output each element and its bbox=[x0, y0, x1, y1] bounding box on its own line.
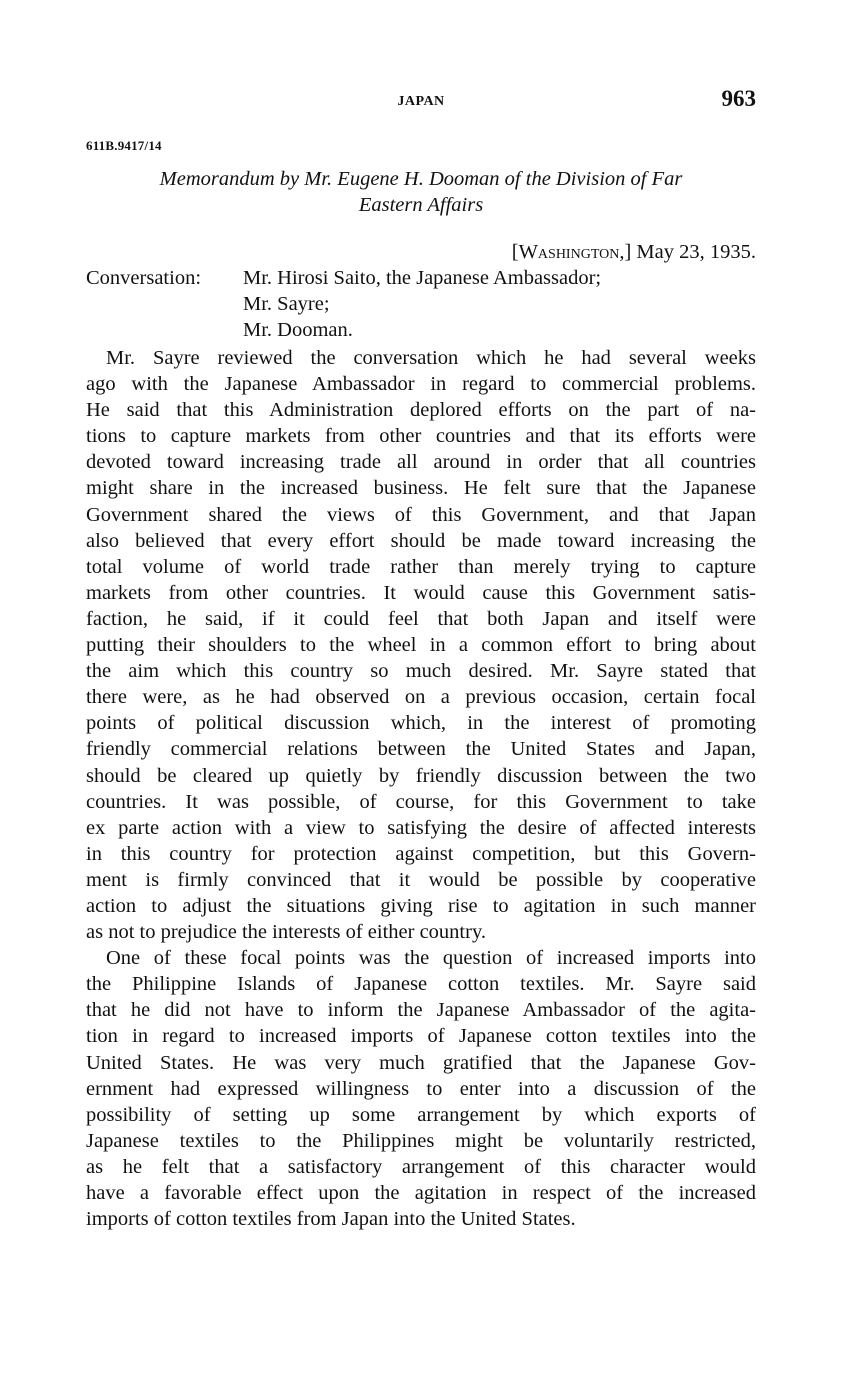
text-line: ernment had expressed willingness to enter into a discussion of the bbox=[86, 1077, 756, 1100]
text-line: the Philippine Islands of Japanese cotton textiles. Mr. Sayre said bbox=[86, 973, 756, 996]
conversation-block bbox=[86, 265, 756, 343]
text-line: as not to prejudice the interests of either country. bbox=[86, 921, 487, 944]
memo-title-line: Eastern Affairs bbox=[358, 194, 484, 216]
text-line: points of political discussion which, in the interest of promoting bbox=[86, 712, 756, 735]
text-line: there were, as he had observed on a previous occasion, certain focal bbox=[86, 686, 756, 709]
file-number: 611B.9417/14 bbox=[86, 138, 162, 153]
text-line: possibility of setting up some arrangement by which exports of bbox=[86, 1103, 756, 1126]
text-line: putting their shoulders to the wheel in a common effort to bring about bbox=[86, 634, 756, 657]
text-line: in this country for protection against competition, but this Govern- bbox=[86, 842, 756, 865]
memo-title bbox=[86, 166, 756, 218]
page-number: 963 bbox=[721, 86, 756, 111]
text-line: Government shared the views of this Government, and that Japan bbox=[86, 503, 756, 526]
paragraph-1 bbox=[86, 345, 756, 945]
text-line: might share in the increased business. He felt sure that the Japanese bbox=[86, 477, 756, 500]
text-line: devoted toward increasing trade all around in order that all countries bbox=[86, 451, 756, 474]
running-header bbox=[86, 86, 756, 120]
dateline-place: Washington, bbox=[518, 241, 625, 263]
dateline bbox=[86, 239, 756, 265]
participant: Mr. Hirosi Saito, the Japanese Ambassador; bbox=[243, 267, 602, 289]
document-page bbox=[86, 86, 756, 1232]
running-title: JAPAN bbox=[397, 94, 445, 109]
text-line: ex parte action with a view to satisfying the desire of affected interests bbox=[86, 816, 756, 839]
text-line: imports of cotton textiles from Japan into the United States. bbox=[86, 1208, 576, 1231]
paragraph-2 bbox=[86, 945, 756, 1232]
text-line: as he felt that a satisfactory arrangement of this character would bbox=[86, 1155, 756, 1178]
text-line: tions to capture markets from other countries and that its efforts were bbox=[86, 425, 756, 448]
text-line: He said that this Administration deplored efforts on the part of na- bbox=[86, 399, 756, 422]
text-line: also believed that every effort should be made toward increasing the bbox=[86, 529, 756, 552]
text-line: that he did not have to inform the Japanese Ambassador of the agita- bbox=[86, 999, 756, 1022]
participant: Mr. Dooman. bbox=[243, 319, 353, 341]
text-line: have a favorable effect upon the agitation in respect of the increased bbox=[86, 1182, 756, 1204]
text-line: United States. He was very much gratified that the Japanese Gov- bbox=[86, 1051, 756, 1074]
text-line: faction, he said, if it could feel that both Japan and itself were bbox=[86, 607, 756, 630]
dateline-date: ] May 23, 1935. bbox=[624, 241, 756, 263]
text-line: total volume of world trade rather than merely trying to capture bbox=[86, 555, 756, 578]
participant-list bbox=[243, 265, 756, 343]
memo-body bbox=[86, 345, 756, 1232]
text-line: ago with the Japanese Ambassador in regard to commercial problems. bbox=[86, 373, 756, 396]
text-line: markets from other countries. It would cause this Government satis- bbox=[86, 581, 756, 604]
text-line: the aim which this country so much desired. Mr. Sayre stated that bbox=[86, 660, 756, 683]
text-line: One of these focal points was the question of increased imports into bbox=[106, 947, 756, 970]
text-line: should be cleared up quietly by friendly discussion between the two bbox=[86, 764, 756, 787]
text-line: Mr. Sayre reviewed the conversation which he had several weeks bbox=[106, 347, 756, 369]
text-line: countries. It was possible, of course, for this Government to take bbox=[86, 790, 756, 813]
dateline-open-bracket: [ bbox=[511, 241, 519, 263]
text-line: Japanese textiles to the Philippines might be voluntarily restricted, bbox=[86, 1129, 756, 1152]
text-line: friendly commercial relations between the United States and Japan, bbox=[86, 738, 756, 761]
text-line: action to adjust the situations giving rise to agitation in such manner bbox=[86, 894, 756, 917]
participant: Mr. Sayre; bbox=[243, 293, 330, 315]
memo-title-line: Memorandum by Mr. Eugene H. Dooman of the Division of Far bbox=[159, 168, 683, 190]
text-line: tion in regard to increased imports of Japanese cotton textiles into the bbox=[86, 1025, 756, 1048]
conversation-label: Conversation: bbox=[86, 267, 202, 289]
text-line: ment is firmly convinced that it would be possible by cooperative bbox=[86, 868, 756, 891]
